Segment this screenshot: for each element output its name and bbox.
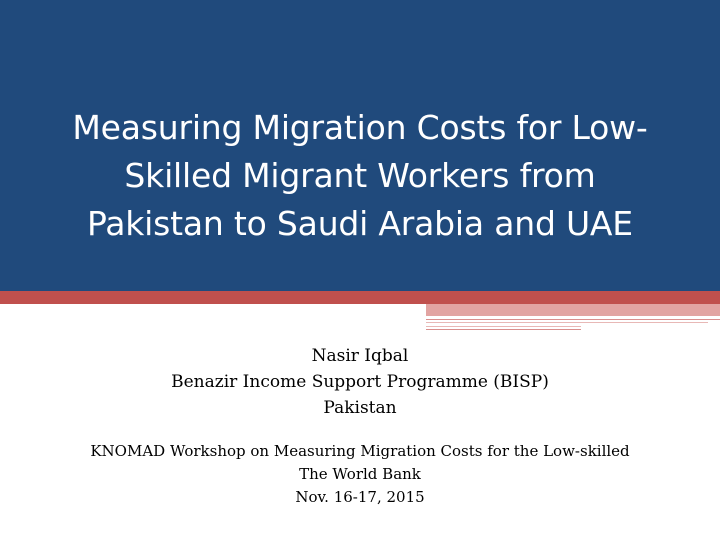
accent-rule [426, 329, 581, 330]
title-line-3: Pakistan to Saudi Arabia and UAE [87, 204, 633, 243]
accent-rule [426, 322, 708, 323]
event-block [20, 440, 700, 509]
author-name: Nasir Iqbal [311, 346, 409, 366]
accent-rule [426, 326, 581, 327]
author-block [20, 343, 700, 421]
event-workshop: KNOMAD Workshop on Measuring Migration Costs for the Low-skilled [90, 442, 630, 460]
author-organization: Benazir Income Support Programme (BISP) [171, 372, 549, 392]
title-line-1: Measuring Migration Costs for Low- [72, 108, 648, 147]
event-host: The World Bank [299, 465, 421, 483]
accent-stripe-red [0, 291, 720, 304]
author-country: Pakistan [323, 398, 397, 418]
title-line-2: Skilled Migrant Workers from [124, 156, 596, 195]
event-date: Nov. 16-17, 2015 [295, 488, 425, 506]
accent-stripe-pale [426, 304, 720, 316]
accent-rule [426, 319, 720, 320]
slide-title [40, 104, 680, 248]
